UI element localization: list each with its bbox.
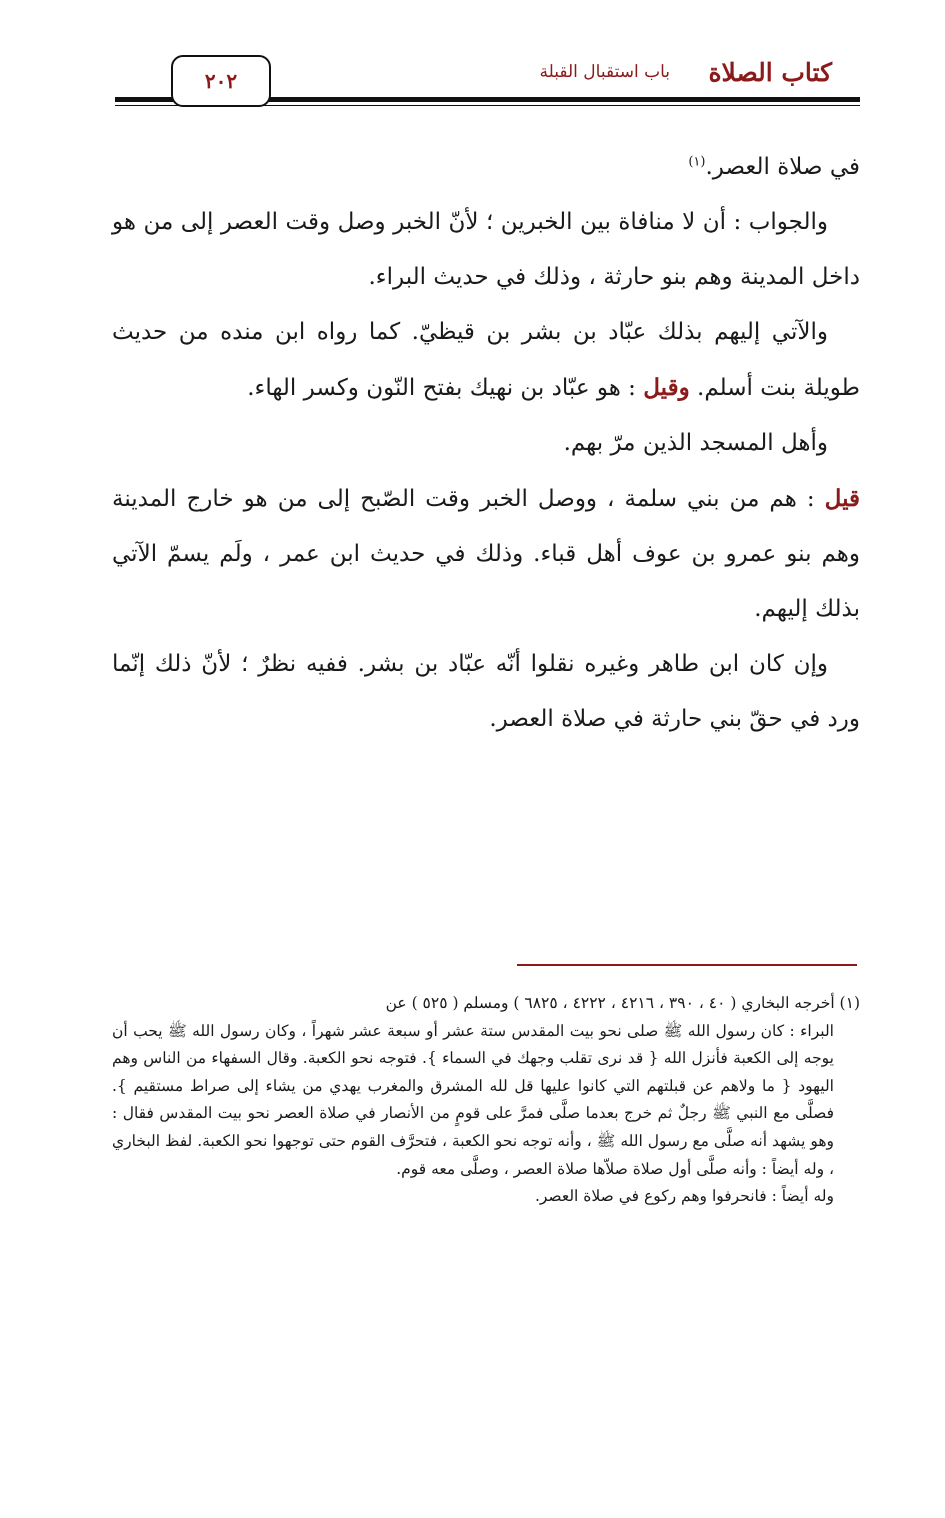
footnote-1-body: البراء : كان رسول الله ﷺ صلى نحو بيت المقدس ستة عشر أو سبعة عشر شهراً ، وكان رسول الله ﷺ يحب أن يوجه إلى الكعبة فأنزل الله { قد نرى تقلب وجهك في السماء }. فتوجه نحو الكعبة. وقال السفهاء من الناس وهم اليهود { ما ولاهم عن قبلتهم التي كانوا عليها قل لله المشرق والمغرب يهدي من يشاء إلى صراط مستقيم }. فصلَّى مع النبي ﷺ رجلٌ ثم خرج بعدما صلَّى فمرَّ على قومٍ من الأنصار في صلاة العصر نحو بيت المقدس فقال : وهو يشهد أنه صلَّى مع رسول الله ﷺ ، وأنه توجه نحو الكعبة ، فتحرَّف القوم حتى توجهوا نحو الكعبة. لفظ البخاري ، وله أيضاً : وأنه صلَّى أول صلاة صلاّها صلاة العصر ، وصلَّى معه قوم. bbox=[112, 1021, 834, 1178]
page-number: ٢٠٢ bbox=[204, 69, 238, 93]
paragraph-4: وأهل المسجد الذين مرّ بهم. bbox=[563, 430, 828, 456]
page-number-box bbox=[171, 55, 271, 107]
highlighted-term: وقيل bbox=[643, 374, 690, 401]
main-text bbox=[112, 140, 860, 747]
paragraph-3-text-b: : هو عبّاد بن نهيك بفتح النّون وكسر الهاء. bbox=[247, 375, 636, 401]
paragraph-answer: والجواب : أن لا منافاة بين الخبرين ؛ لأنّ الخبر وصل وقت العصر إلى من هو داخل المدينة وهم بنو حارثة ، وذلك في حديث البراء. bbox=[112, 209, 860, 290]
footnote-reference: (١) bbox=[688, 154, 706, 170]
paragraph-1-text: في صلاة العصر. bbox=[705, 154, 860, 180]
paragraph-5 bbox=[112, 471, 860, 637]
chapter-title: باب استقبال القبلة bbox=[539, 62, 670, 82]
footnote-divider bbox=[517, 964, 857, 966]
footnote-1-tail: وله أيضاً : فانحرفوا وهم ركوع في صلاة العصر. bbox=[534, 1187, 834, 1206]
page-header bbox=[115, 50, 860, 110]
footnote-1-lead: (١) أخرجه البخاري ( ٤٠ ، ٣٩٠ ، ٤٢١٦ ، ٤٢٢٢ ، ٦٨٢٥ ) ومسلم ( ٥٢٥ ) عن bbox=[385, 994, 860, 1012]
book-title: كتاب الصلاة bbox=[708, 58, 832, 87]
highlighted-term: قيل bbox=[824, 485, 861, 512]
footnotes bbox=[112, 990, 860, 1211]
paragraph-1 bbox=[112, 140, 860, 195]
paragraph-5-text: : هم من بني سلمة ، ووصل الخبر وقت الصّبح إلى من هو خارج المدينة وهم بنو عمرو بن عوف أهل قباء. وذلك في حديث ابن عمر ، ولَم يسمّ الآتي بذلك إليهم. bbox=[112, 486, 860, 622]
paragraph-3 bbox=[112, 305, 860, 416]
paragraph-3-text-a: والآتي إليهم بذلك عبّاد بن بشر بن قيظيّ. كما رواه ابن منده من حديث طويلة بنت أسلم. bbox=[112, 319, 860, 401]
paragraph-6: وإن كان ابن طاهر وغيره نقلوا أنّه عبّاد بن بشر. ففيه نظرٌ ؛ لأنّ ذلك إنّما ورد في حقّ بني حارثة في صلاة العصر. bbox=[112, 651, 860, 732]
